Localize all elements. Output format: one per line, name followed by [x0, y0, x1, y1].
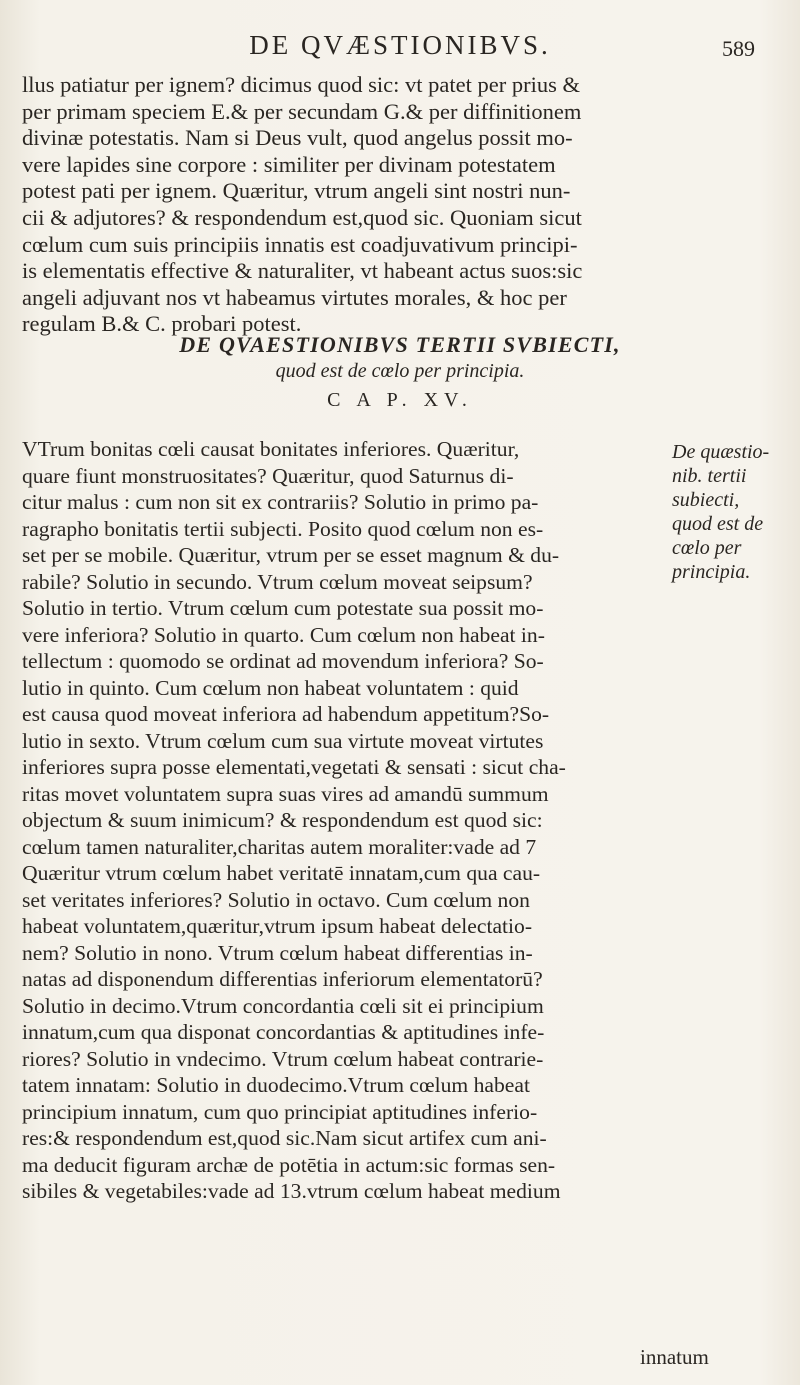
text-line: principium innatum, cum quo principiat aptitudines inferio- [22, 1099, 538, 1124]
text-line: Solutio in tertio. Vtrum cœlum cum potestate sua possit mo- [22, 596, 544, 620]
text-line: Solutio in decimo.Vtrum concordantia cœli sit ei principium [22, 993, 544, 1018]
chapter-title: DE QVAESTIONIBVS TERTII SVBIECTI, [179, 332, 621, 357]
chapter-number: C A P. XV. [327, 389, 473, 411]
catchword: innatum [640, 1345, 709, 1369]
text-line: Quæritur vtrum cœlum habet veritatē innatam,cum qua cau- [22, 861, 541, 885]
top-paragraph [22, 72, 742, 338]
page-number: 589 [722, 36, 755, 61]
text-line: citur malus : cum non sit ex contrariis? Solutio in primo pa- [22, 490, 539, 514]
text-line: cœlum cum suis principiis innatis est coadjuvativum principi- [22, 231, 578, 257]
marginal-note-line: principia. [672, 561, 751, 583]
text-line: habeat voluntatem,quæritur,vtrum ipsum habeat delectatio- [22, 914, 533, 938]
text-line: objectum & suum inimicum? & respondendum est quod sic: [22, 808, 543, 832]
text-line: per primam speciem E.& per secundam G.& per diffinitionem [22, 98, 582, 124]
text-line: res:& respondendum est,quod sic.Nam sicut artifex cum ani- [22, 1126, 547, 1150]
chapter-subtitle: quod est de cœlo per principia. [275, 360, 525, 382]
text-line: cœlum tamen naturaliter,charitas autem moraliter:vade ad 7 [22, 834, 537, 859]
marginal-note-line: De quæstio- [672, 441, 770, 463]
text-line: divinæ potestatis. Nam si Deus vult, quod angelus possit mo- [22, 125, 573, 151]
text-line: set veritates inferiores? Solutio in octavo. Cum cœlum non [22, 887, 530, 912]
text-line: nem? Solutio in nono. Vtrum cœlum habeat differentias in- [22, 940, 533, 965]
text-line: is elementatis effective & naturaliter, vt habeant actus suos:sic [22, 258, 583, 284]
chapter-heading [0, 332, 800, 412]
text-line: quare fiunt monstruositates? Quæritur, quod Saturnus di- [22, 463, 514, 488]
text-line: vere inferiora? Solutio in quarto. Cum cœlum non habeat in- [22, 622, 545, 647]
text-line: riores? Solutio in vndecimo. Vtrum cœlum habeat contrarie- [22, 1046, 544, 1071]
text-line: inferiores supra posse elementati,vegetati & sensati : sicut cha- [22, 755, 566, 779]
text-line: vere lapides sine corpore : similiter per divinam potestatem [22, 151, 556, 177]
text-line: tatem innatam: Solutio in duodecimo.Vtrum cœlum habeat [22, 1073, 530, 1097]
text-line: sibiles & vegetabiles:vade ad 13.vtrum cœlum habeat medium [22, 1179, 561, 1203]
marginal-note-line: cœlo per [672, 537, 742, 559]
text-line: est causa quod moveat inferiora ad habendum appetitum?So- [22, 702, 550, 726]
text-line: set per se mobile. Quæritur, vtrum per se esset magnum & du- [22, 543, 560, 567]
marginal-note [672, 440, 792, 584]
chapter-body [22, 436, 622, 1205]
text-line: VTrum bonitas cœli causat bonitates inferiores. Quæritur, [22, 437, 520, 461]
running-head: DE QVÆSTIONIBVS. [249, 30, 551, 60]
text-line: innatum,cum qua disponat concordantias & aptitudines infe- [22, 1020, 545, 1044]
marginal-note-line: subiecti, [672, 489, 740, 511]
text-line: lutio in quinto. Cum cœlum non habeat voluntatem : quid [22, 675, 519, 700]
text-line: angeli adjuvant nos vt habeamus virtutes morales, & hoc per [22, 284, 567, 310]
text-line: regulam B.& C. probari potest. [22, 311, 302, 337]
text-line: potest pati per ignem. Quæritur, vtrum angeli sint nostri nun- [22, 178, 571, 204]
text-line: ritas movet voluntatem supra suas vires ad amandū summum [22, 781, 549, 806]
text-line: natas ad disponendum differentias inferiorum elementatorū? [22, 967, 543, 991]
text-line: cii & adjutores? & respondendum est,quod sic. Quoniam sicut [22, 204, 582, 230]
text-line: ragrapho bonitatis tertii subjecti. Posito quod cœlum non es- [22, 516, 544, 541]
text-line: llus patiatur per ignem? dicimus quod sic: vt patet per prius & [22, 72, 581, 97]
text-line: lutio in sexto. Vtrum cœlum cum sua virtute moveat virtutes [22, 728, 544, 753]
text-line: ma deducit figuram archæ de potētia in actum:sic formas sen- [22, 1152, 556, 1177]
marginal-note-line: quod est de [672, 513, 764, 535]
marginal-note-line: nib. tertii [672, 465, 747, 487]
text-line: rabile? Solutio in secundo. Vtrum cœlum moveat seipsum? [22, 569, 533, 594]
text-line: tellectum : quomodo se ordinat ad movendum inferiora? So- [22, 649, 544, 673]
